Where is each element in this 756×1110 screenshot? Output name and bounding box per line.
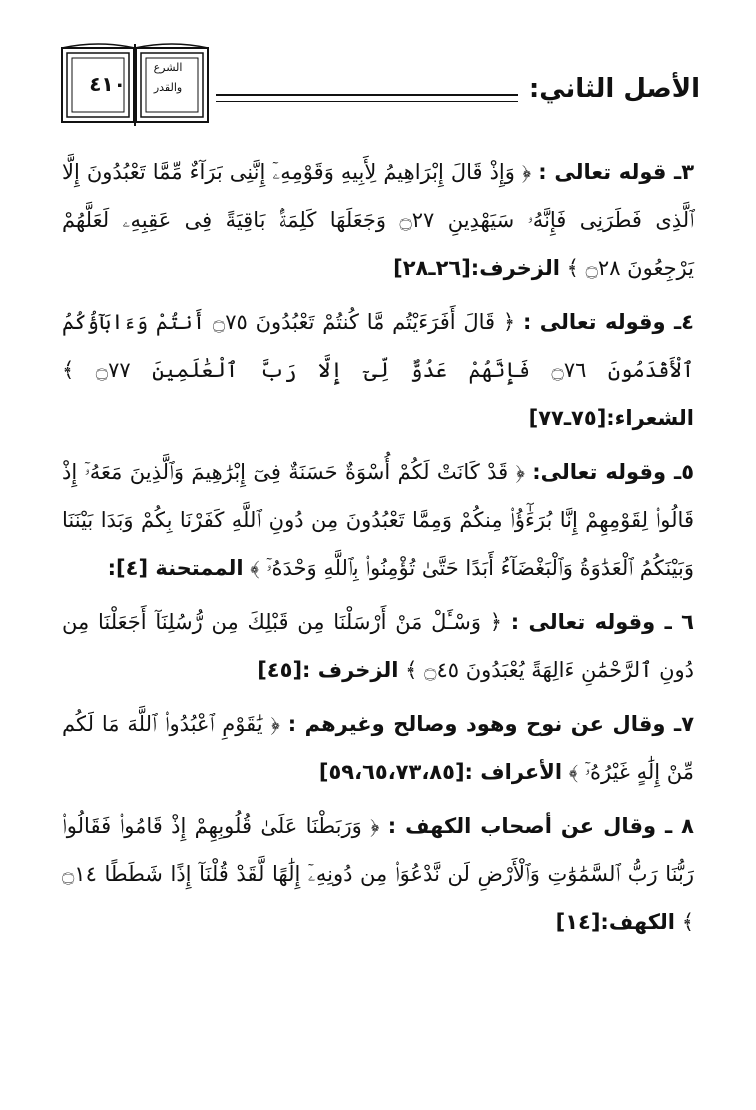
verse-reference: الكهف:[١٤] xyxy=(555,910,675,934)
book-badge xyxy=(60,42,210,128)
page-content xyxy=(62,148,694,946)
quran-verse: ﴿ قَالَ أَفَرَءَيْتُم مَّا كُنتُمْ تَعْبُدُونَ ۝٧٥ أَنتُمْ وَءَابَآؤُكُمُ ٱلْأَقْدَمُونَ ۝٧٦ فَإِنَّهُمْ عَدُوٌّ لِّىٓ إِلَّا رَبَّ ٱلْعَٰلَمِينَ ۝٧٧ ﴾ xyxy=(62,310,694,382)
item-lead: ٤ـ وقوله تعالى : xyxy=(522,310,694,334)
item-lead: ٧ـ وقال عن نوح وهود وصالح وغيرهم : xyxy=(287,712,695,736)
book-title-line-1: الشرع xyxy=(153,61,183,74)
list-item xyxy=(62,700,694,796)
verse-reference: الزخرف:[٢٦ـ٢٨] xyxy=(393,256,560,280)
quran-verse: ﴿ قَدْ كَانَتْ لَكُمْ أُسْوَةٌ حَسَنَةٌ فِىٓ إِبْرَٰهِيمَ وَٱلَّذِينَ مَعَهُۥٓ إِذْ قَالُوا۟ لِقَوْمِهِمْ إِنَّا بُرَءَٰٓؤُا۟ مِنكُمْ وَمِمَّا تَعْبُدُونَ مِن دُونِ ٱللَّهِ كَفَرْنَا بِكُمْ وَبَدَا بَيْنَنَا وَبَيْنَكُمُ ٱلْعَدَٰوَةُ وَٱلْبَغْضَآءُ أَبَدًا حَتَّىٰ تُؤْمِنُوا۟ بِٱللَّهِ وَحْدَهُۥٓ ﴾ xyxy=(62,460,694,580)
list-item xyxy=(62,298,694,442)
quran-verse: ﴿ وَإِذْ قَالَ إِبْرَاهِيمُ لِأَبِيهِ وَقَوْمِهِۦٓ إِنَّنِى بَرَآءٌ مِّمَّا تَعْبُدُونَ إِلَّا ٱلَّذِى فَطَرَنِى فَإِنَّهُۥ سَيَهْدِينِ ۝٢٧ وَجَعَلَهَا كَلِمَةًۢ بَاقِيَةً فِى عَقِبِهِۦ لَعَلَّهُمْ يَرْجِعُونَ ۝٢٨ ﴾ xyxy=(62,160,695,280)
book-title-label xyxy=(140,58,196,98)
page-header xyxy=(60,42,700,132)
quran-verse: ﴿ يَٰقَوْمِ ٱعْبُدُوا۟ ٱللَّهَ مَا لَكُم مِّنْ إِلَٰهٍ غَيْرُهُۥٓ ﴾ xyxy=(62,712,694,784)
verse-reference: الأعراف :[٥٩،٦٥،٧٣،٨٥] xyxy=(318,760,563,784)
page-number: ٤١٠ xyxy=(89,72,126,96)
quran-verse: ﴿ وَسْـَٔلْ مَنْ أَرْسَلْنَا مِن قَبْلِكَ مِن رُّسُلِنَآ أَجَعَلْنَا مِن دُونِ ٱلرَّحْمَٰنِ ءَالِهَةً يُعْبَدُونَ ۝٤٥ ﴾ xyxy=(62,610,694,682)
verse-reference: الممتحنة [٤]: xyxy=(107,556,244,580)
list-item xyxy=(62,448,694,592)
list-item xyxy=(62,598,694,694)
section-title: الأصل الثاني: xyxy=(528,74,700,104)
book-title-line-2: والقدر xyxy=(153,81,183,94)
item-lead: ٥ـ وقوله تعالى: xyxy=(532,460,695,484)
item-lead: ٨ ـ وقال عن أصحاب الكهف : xyxy=(387,814,694,838)
verse-reference: الزخرف :[٤٥] xyxy=(257,658,399,682)
list-item xyxy=(62,148,694,292)
header-rule xyxy=(216,94,518,96)
header-rule-thin xyxy=(216,101,518,102)
item-lead: ٣ـ قوله تعالى : xyxy=(538,160,695,184)
item-lead: ٦ ـ وقوله تعالى : xyxy=(510,610,694,634)
list-item xyxy=(62,802,694,946)
verse-reference: الشعراء:[٧٥ـ٧٧] xyxy=(528,406,694,430)
quran-verse: ﴿ وَرَبَطْنَا عَلَىٰ قُلُوبِهِمْ إِذْ قَامُوا۟ فَقَالُوا۟ رَبُّنَا رَبُّ ٱلسَّمَٰوَٰتِ وَٱلْأَرْضِ لَن نَّدْعُوَا۟ مِن دُونِهِۦٓ إِلَٰهًا لَّقَدْ قُلْنَآ إِذًا شَطَطًا ۝١٤ ﴾ xyxy=(62,814,694,934)
